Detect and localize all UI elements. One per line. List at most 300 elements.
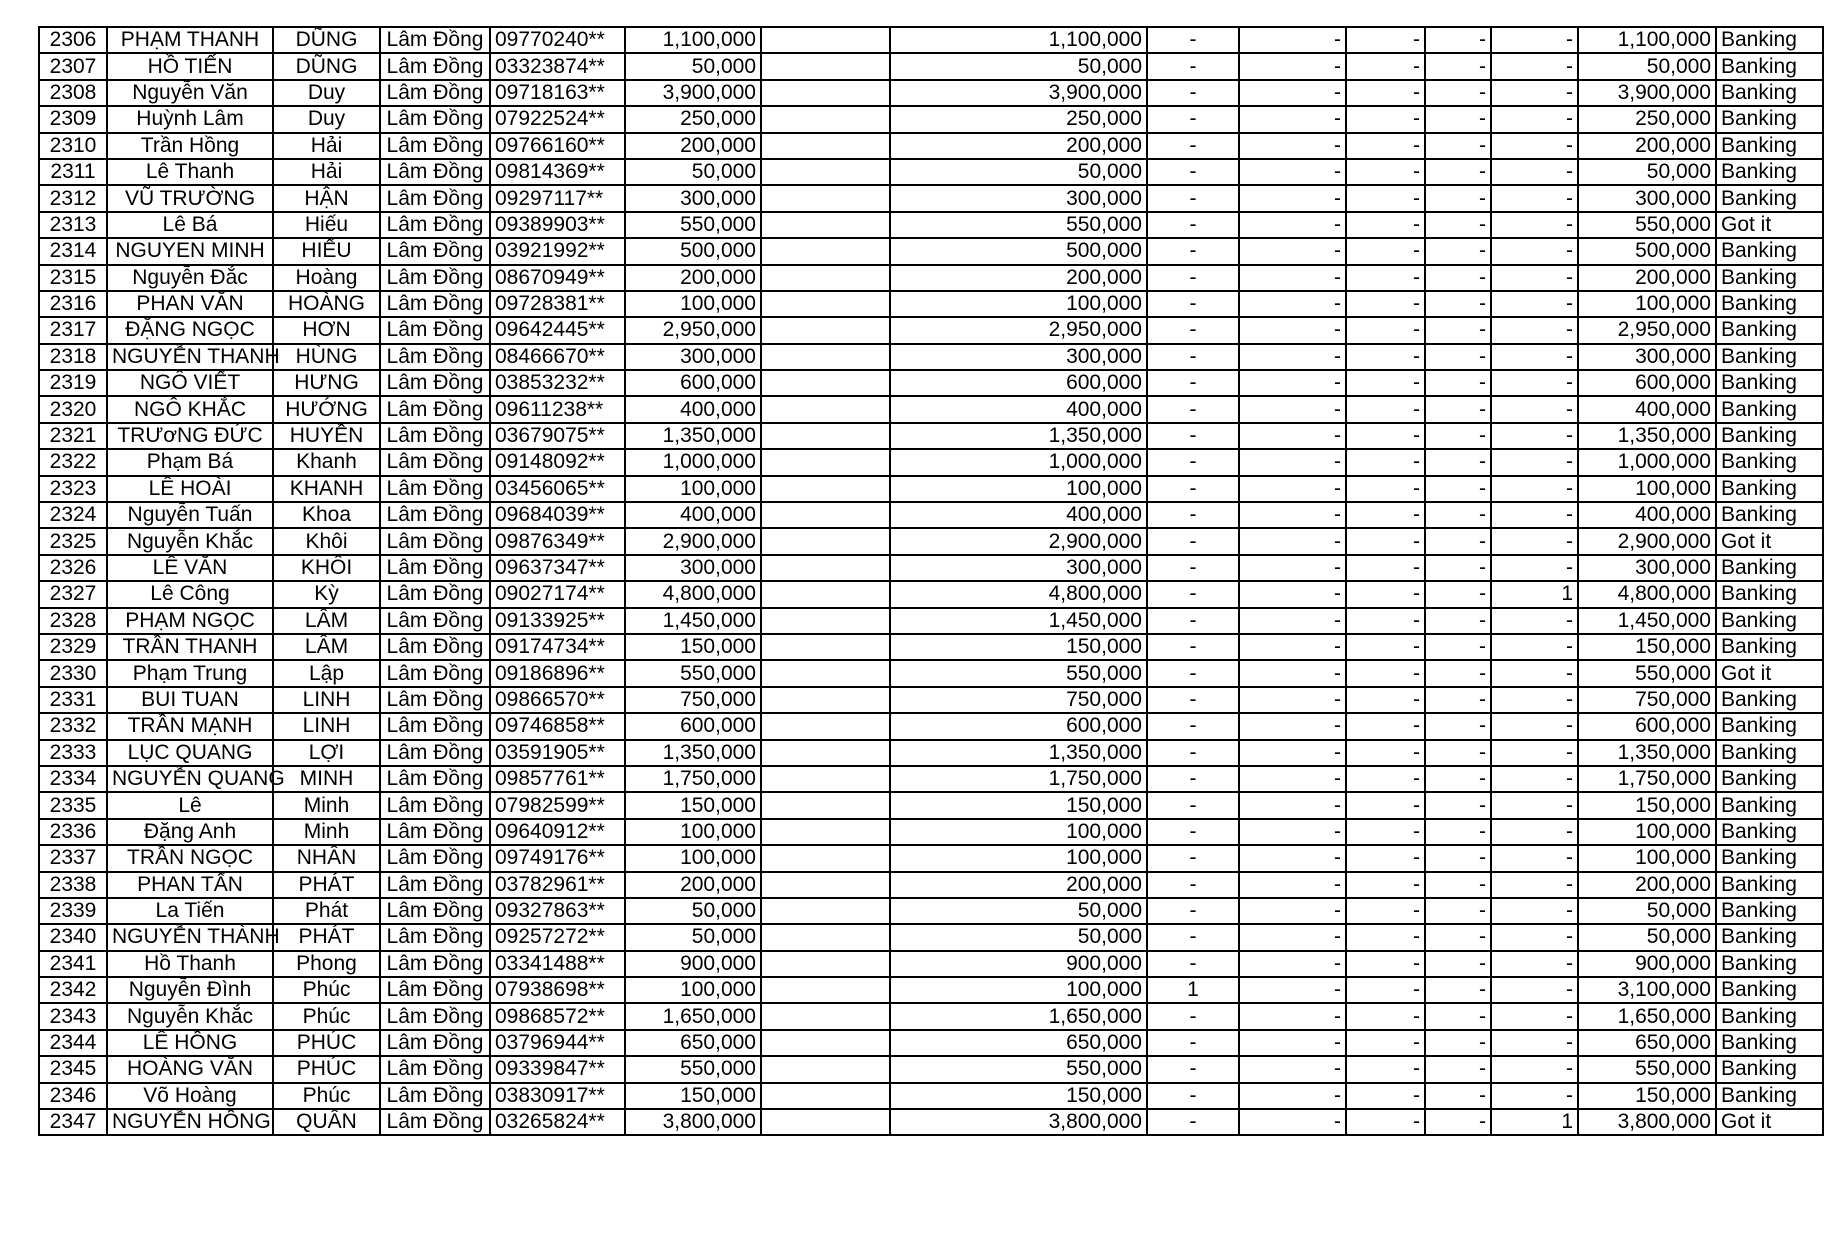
table-row xyxy=(39,238,1823,264)
cell-surname-given: NGÔ KHẮC xyxy=(107,396,273,422)
cell-row-number: 2338 xyxy=(39,872,107,898)
cell-flag-1: - xyxy=(1147,344,1239,370)
cell-phone: 08466670** xyxy=(490,344,625,370)
cell-amount: 300,000 xyxy=(625,344,761,370)
cell-surname-given: PHẠM NGỌC xyxy=(107,608,273,634)
cell-amount: 150,000 xyxy=(625,1083,761,1109)
table-row xyxy=(39,555,1823,581)
cell-flag-5: - xyxy=(1491,634,1578,660)
cell-phone: 09611238** xyxy=(490,396,625,422)
cell-amount: 50,000 xyxy=(625,898,761,924)
cell-method: Banking xyxy=(1716,291,1823,317)
cell-amount-confirmed: 200,000 xyxy=(890,872,1147,898)
cell-phone: 03679075** xyxy=(490,423,625,449)
cell-phone: 09766160** xyxy=(490,133,625,159)
cell-flag-4: - xyxy=(1425,106,1491,132)
cell-phone: 03853232** xyxy=(490,370,625,396)
cell-row-number: 2311 xyxy=(39,159,107,185)
cell-first-name: Minh xyxy=(273,792,380,818)
cell-flag-5: - xyxy=(1491,608,1578,634)
cell-amount-confirmed: 100,000 xyxy=(890,845,1147,871)
cell-province: Lâm Đồng xyxy=(380,185,490,211)
cell-method: Banking xyxy=(1716,1056,1823,1082)
cell-flag-2: - xyxy=(1239,423,1346,449)
cell-row-number: 2324 xyxy=(39,502,107,528)
cell-amount-confirmed: 200,000 xyxy=(890,133,1147,159)
cell-surname-given: Huỳnh Lâm xyxy=(107,106,273,132)
cell-surname-given: ĐẶNG NGỌC xyxy=(107,317,273,343)
cell-total: 300,000 xyxy=(1578,344,1716,370)
cell-method: Banking xyxy=(1716,581,1823,607)
cell-province: Lâm Đồng xyxy=(380,80,490,106)
cell-flag-1: - xyxy=(1147,1109,1239,1135)
cell-flag-5: - xyxy=(1491,185,1578,211)
cell-surname-given: Hồ Thanh xyxy=(107,951,273,977)
cell-first-name: Khanh xyxy=(273,449,380,475)
cell-method: Got it xyxy=(1716,1109,1823,1135)
cell-amount: 100,000 xyxy=(625,476,761,502)
cell-phone: 03921992** xyxy=(490,238,625,264)
cell-phone: 09876349** xyxy=(490,528,625,554)
cell-amount-confirmed: 300,000 xyxy=(890,185,1147,211)
cell-total: 50,000 xyxy=(1578,53,1716,79)
cell-total: 1,350,000 xyxy=(1578,423,1716,449)
cell-province: Lâm Đồng xyxy=(380,344,490,370)
cell-flag-5: - xyxy=(1491,1083,1578,1109)
table-row xyxy=(39,819,1823,845)
cell-amount-confirmed: 1,350,000 xyxy=(890,740,1147,766)
cell-method: Banking xyxy=(1716,317,1823,343)
cell-province: Lâm Đồng xyxy=(380,581,490,607)
cell-flag-3: - xyxy=(1346,924,1425,950)
table-row xyxy=(39,951,1823,977)
cell-flag-5: - xyxy=(1491,687,1578,713)
cell-method: Banking xyxy=(1716,555,1823,581)
cell-flag-5: 1 xyxy=(1491,1109,1578,1135)
cell-phone: 03323874** xyxy=(490,53,625,79)
cell-province: Lâm Đồng xyxy=(380,766,490,792)
cell-flag-1: - xyxy=(1147,766,1239,792)
cell-flag-3: - xyxy=(1346,502,1425,528)
cell-flag-4: - xyxy=(1425,370,1491,396)
cell-phone: 09027174** xyxy=(490,581,625,607)
cell-province: Lâm Đồng xyxy=(380,133,490,159)
cell-first-name: Kỳ xyxy=(273,581,380,607)
cell-row-number: 2333 xyxy=(39,740,107,766)
cell-total: 550,000 xyxy=(1578,660,1716,686)
cell-first-name: PHÚC xyxy=(273,1030,380,1056)
cell-method: Banking xyxy=(1716,106,1823,132)
cell-flag-4: - xyxy=(1425,1083,1491,1109)
cell-province: Lâm Đồng xyxy=(380,898,490,924)
cell-flag-4: - xyxy=(1425,1003,1491,1029)
cell-province: Lâm Đồng xyxy=(380,977,490,1003)
cell-surname-given: HOÀNG VĂN xyxy=(107,1056,273,1082)
cell-amount: 250,000 xyxy=(625,106,761,132)
cell-flag-1: - xyxy=(1147,898,1239,924)
cell-phone: 09868572** xyxy=(490,1003,625,1029)
cell-total: 650,000 xyxy=(1578,1030,1716,1056)
cell-first-name: DŨNG xyxy=(273,27,380,53)
cell-blank xyxy=(761,238,890,264)
cell-flag-5: - xyxy=(1491,977,1578,1003)
cell-method: Banking xyxy=(1716,423,1823,449)
cell-flag-4: - xyxy=(1425,133,1491,159)
cell-total: 600,000 xyxy=(1578,370,1716,396)
cell-flag-3: - xyxy=(1346,317,1425,343)
cell-flag-4: - xyxy=(1425,951,1491,977)
cell-flag-1: - xyxy=(1147,27,1239,53)
cell-flag-4: - xyxy=(1425,396,1491,422)
cell-method: Banking xyxy=(1716,845,1823,871)
cell-blank xyxy=(761,106,890,132)
cell-first-name: HOÀNG xyxy=(273,291,380,317)
cell-flag-2: - xyxy=(1239,80,1346,106)
cell-amount: 900,000 xyxy=(625,951,761,977)
cell-province: Lâm Đồng xyxy=(380,53,490,79)
cell-flag-1: - xyxy=(1147,106,1239,132)
cell-row-number: 2306 xyxy=(39,27,107,53)
cell-total: 150,000 xyxy=(1578,792,1716,818)
cell-first-name: Hải xyxy=(273,133,380,159)
cell-province: Lâm Đồng xyxy=(380,1109,490,1135)
cell-total: 200,000 xyxy=(1578,872,1716,898)
cell-phone: 09866570** xyxy=(490,687,625,713)
cell-phone: 09148092** xyxy=(490,449,625,475)
cell-row-number: 2326 xyxy=(39,555,107,581)
cell-province: Lâm Đồng xyxy=(380,845,490,871)
cell-row-number: 2332 xyxy=(39,713,107,739)
table-row xyxy=(39,1109,1823,1135)
cell-amount-confirmed: 1,650,000 xyxy=(890,1003,1147,1029)
cell-blank xyxy=(761,291,890,317)
cell-row-number: 2316 xyxy=(39,291,107,317)
cell-flag-5: - xyxy=(1491,845,1578,871)
cell-surname-given: VŨ TRƯỜNG xyxy=(107,185,273,211)
cell-first-name: Phúc xyxy=(273,1083,380,1109)
cell-flag-2: - xyxy=(1239,845,1346,871)
cell-flag-4: - xyxy=(1425,449,1491,475)
cell-flag-4: - xyxy=(1425,238,1491,264)
cell-total: 50,000 xyxy=(1578,159,1716,185)
table-row xyxy=(39,977,1823,1003)
cell-flag-1: - xyxy=(1147,713,1239,739)
cell-phone: 03591905** xyxy=(490,740,625,766)
cell-total: 200,000 xyxy=(1578,265,1716,291)
table-body xyxy=(39,27,1823,1135)
cell-phone: 09684039** xyxy=(490,502,625,528)
cell-method: Banking xyxy=(1716,898,1823,924)
table-row xyxy=(39,159,1823,185)
cell-surname-given: TRẦN NGỌC xyxy=(107,845,273,871)
cell-flag-4: - xyxy=(1425,581,1491,607)
cell-amount-confirmed: 100,000 xyxy=(890,476,1147,502)
cell-province: Lâm Đồng xyxy=(380,159,490,185)
cell-total: 550,000 xyxy=(1578,212,1716,238)
cell-row-number: 2318 xyxy=(39,344,107,370)
cell-province: Lâm Đồng xyxy=(380,291,490,317)
cell-flag-2: - xyxy=(1239,1109,1346,1135)
cell-row-number: 2307 xyxy=(39,53,107,79)
cell-flag-4: - xyxy=(1425,185,1491,211)
cell-surname-given: Phạm Trung xyxy=(107,660,273,686)
table-row xyxy=(39,265,1823,291)
cell-flag-1: - xyxy=(1147,502,1239,528)
cell-phone: 09718163** xyxy=(490,80,625,106)
cell-flag-3: - xyxy=(1346,766,1425,792)
cell-phone: 09640912** xyxy=(490,819,625,845)
cell-flag-2: - xyxy=(1239,872,1346,898)
cell-total: 1,000,000 xyxy=(1578,449,1716,475)
cell-surname-given: Nguyễn Khắc xyxy=(107,528,273,554)
cell-method: Banking xyxy=(1716,819,1823,845)
cell-blank xyxy=(761,528,890,554)
cell-flag-4: - xyxy=(1425,476,1491,502)
cell-flag-3: - xyxy=(1346,845,1425,871)
cell-province: Lâm Đồng xyxy=(380,212,490,238)
cell-phone: 09133925** xyxy=(490,608,625,634)
cell-flag-1: - xyxy=(1147,317,1239,343)
cell-amount: 600,000 xyxy=(625,713,761,739)
cell-phone: 03782961** xyxy=(490,872,625,898)
cell-flag-4: - xyxy=(1425,687,1491,713)
cell-amount-confirmed: 100,000 xyxy=(890,819,1147,845)
cell-province: Lâm Đồng xyxy=(380,660,490,686)
cell-flag-5: - xyxy=(1491,396,1578,422)
cell-flag-4: - xyxy=(1425,344,1491,370)
cell-province: Lâm Đồng xyxy=(380,1056,490,1082)
cell-phone: 07982599** xyxy=(490,792,625,818)
cell-amount: 150,000 xyxy=(625,634,761,660)
cell-row-number: 2313 xyxy=(39,212,107,238)
cell-flag-1: - xyxy=(1147,608,1239,634)
cell-amount-confirmed: 300,000 xyxy=(890,555,1147,581)
cell-flag-3: - xyxy=(1346,1030,1425,1056)
cell-surname-given: Lê xyxy=(107,792,273,818)
cell-amount: 1,750,000 xyxy=(625,766,761,792)
cell-flag-1: - xyxy=(1147,660,1239,686)
cell-surname-given: Trần Hồng xyxy=(107,133,273,159)
cell-total: 600,000 xyxy=(1578,713,1716,739)
cell-first-name: HƯỚNG xyxy=(273,396,380,422)
cell-flag-2: - xyxy=(1239,951,1346,977)
cell-surname-given: HỒ TIẾN xyxy=(107,53,273,79)
cell-flag-1: - xyxy=(1147,951,1239,977)
cell-first-name: Phát xyxy=(273,898,380,924)
cell-flag-3: - xyxy=(1346,423,1425,449)
cell-flag-2: - xyxy=(1239,898,1346,924)
cell-blank xyxy=(761,687,890,713)
cell-flag-4: - xyxy=(1425,713,1491,739)
cell-blank xyxy=(761,27,890,53)
cell-flag-2: - xyxy=(1239,528,1346,554)
cell-total: 300,000 xyxy=(1578,185,1716,211)
table-row xyxy=(39,608,1823,634)
cell-method: Banking xyxy=(1716,185,1823,211)
cell-amount-confirmed: 650,000 xyxy=(890,1030,1147,1056)
cell-flag-3: - xyxy=(1346,449,1425,475)
cell-flag-1: - xyxy=(1147,819,1239,845)
cell-flag-4: - xyxy=(1425,977,1491,1003)
cell-flag-5: - xyxy=(1491,819,1578,845)
cell-blank xyxy=(761,344,890,370)
cell-flag-2: - xyxy=(1239,133,1346,159)
cell-flag-5: - xyxy=(1491,133,1578,159)
cell-method: Banking xyxy=(1716,370,1823,396)
cell-amount-confirmed: 150,000 xyxy=(890,634,1147,660)
cell-row-number: 2321 xyxy=(39,423,107,449)
cell-blank xyxy=(761,792,890,818)
cell-flag-2: - xyxy=(1239,27,1346,53)
cell-flag-4: - xyxy=(1425,265,1491,291)
cell-flag-3: - xyxy=(1346,951,1425,977)
cell-amount-confirmed: 1,350,000 xyxy=(890,423,1147,449)
cell-flag-1: - xyxy=(1147,1003,1239,1029)
cell-total: 100,000 xyxy=(1578,845,1716,871)
cell-row-number: 2325 xyxy=(39,528,107,554)
cell-province: Lâm Đồng xyxy=(380,423,490,449)
cell-flag-1: - xyxy=(1147,238,1239,264)
cell-province: Lâm Đồng xyxy=(380,687,490,713)
cell-total: 3,800,000 xyxy=(1578,1109,1716,1135)
cell-total: 100,000 xyxy=(1578,291,1716,317)
cell-row-number: 2339 xyxy=(39,898,107,924)
cell-flag-5: - xyxy=(1491,1003,1578,1029)
cell-surname-given: Lê Thanh xyxy=(107,159,273,185)
cell-amount: 50,000 xyxy=(625,159,761,185)
cell-flag-2: - xyxy=(1239,687,1346,713)
cell-province: Lâm Đồng xyxy=(380,951,490,977)
cell-surname-given: PHAN VĂN xyxy=(107,291,273,317)
cell-flag-4: - xyxy=(1425,898,1491,924)
cell-total: 300,000 xyxy=(1578,555,1716,581)
cell-first-name: Duy xyxy=(273,80,380,106)
cell-flag-3: - xyxy=(1346,106,1425,132)
cell-flag-5: - xyxy=(1491,740,1578,766)
cell-flag-3: - xyxy=(1346,185,1425,211)
cell-flag-4: - xyxy=(1425,423,1491,449)
cell-surname-given: PHAN TẤN xyxy=(107,872,273,898)
cell-phone: 09637347** xyxy=(490,555,625,581)
cell-blank xyxy=(761,977,890,1003)
cell-method: Banking xyxy=(1716,27,1823,53)
cell-row-number: 2341 xyxy=(39,951,107,977)
cell-blank xyxy=(761,555,890,581)
cell-blank xyxy=(761,396,890,422)
cell-first-name: Hải xyxy=(273,159,380,185)
cell-amount-confirmed: 400,000 xyxy=(890,502,1147,528)
cell-flag-4: - xyxy=(1425,1056,1491,1082)
cell-first-name: HIẾU xyxy=(273,238,380,264)
cell-province: Lâm Đồng xyxy=(380,265,490,291)
cell-row-number: 2323 xyxy=(39,476,107,502)
cell-phone: 09297117** xyxy=(490,185,625,211)
cell-flag-2: - xyxy=(1239,53,1346,79)
cell-first-name: Minh xyxy=(273,819,380,845)
cell-flag-5: - xyxy=(1491,555,1578,581)
cell-flag-2: - xyxy=(1239,449,1346,475)
cell-flag-4: - xyxy=(1425,502,1491,528)
table-row xyxy=(39,1003,1823,1029)
cell-flag-4: - xyxy=(1425,53,1491,79)
cell-first-name: Duy xyxy=(273,106,380,132)
cell-surname-given: La Tiến xyxy=(107,898,273,924)
cell-flag-2: - xyxy=(1239,159,1346,185)
cell-flag-3: - xyxy=(1346,1083,1425,1109)
cell-first-name: HÙNG xyxy=(273,344,380,370)
cell-amount: 650,000 xyxy=(625,1030,761,1056)
table-row xyxy=(39,792,1823,818)
cell-amount-confirmed: 3,900,000 xyxy=(890,80,1147,106)
cell-flag-3: - xyxy=(1346,212,1425,238)
cell-total: 100,000 xyxy=(1578,476,1716,502)
cell-amount: 200,000 xyxy=(625,133,761,159)
cell-flag-3: - xyxy=(1346,265,1425,291)
cell-flag-3: - xyxy=(1346,291,1425,317)
cell-phone: 09339847** xyxy=(490,1056,625,1082)
table-row xyxy=(39,660,1823,686)
cell-blank xyxy=(761,476,890,502)
cell-amount: 200,000 xyxy=(625,265,761,291)
cell-flag-5: - xyxy=(1491,265,1578,291)
cell-row-number: 2334 xyxy=(39,766,107,792)
cell-flag-5: - xyxy=(1491,80,1578,106)
cell-surname-given: TRẦN MẠNH xyxy=(107,713,273,739)
cell-flag-4: - xyxy=(1425,80,1491,106)
cell-method: Banking xyxy=(1716,608,1823,634)
cell-flag-1: - xyxy=(1147,53,1239,79)
cell-flag-5: - xyxy=(1491,528,1578,554)
cell-flag-3: - xyxy=(1346,80,1425,106)
cell-flag-5: - xyxy=(1491,423,1578,449)
cell-flag-1: - xyxy=(1147,80,1239,106)
cell-total: 250,000 xyxy=(1578,106,1716,132)
cell-amount: 3,800,000 xyxy=(625,1109,761,1135)
cell-flag-3: - xyxy=(1346,555,1425,581)
cell-flag-3: - xyxy=(1346,608,1425,634)
cell-flag-1: - xyxy=(1147,212,1239,238)
table-row xyxy=(39,317,1823,343)
cell-amount-confirmed: 600,000 xyxy=(890,370,1147,396)
cell-flag-1: - xyxy=(1147,423,1239,449)
cell-flag-3: - xyxy=(1346,740,1425,766)
cell-flag-1: - xyxy=(1147,291,1239,317)
cell-flag-3: - xyxy=(1346,476,1425,502)
cell-first-name: LINH xyxy=(273,713,380,739)
table-row xyxy=(39,106,1823,132)
table-row xyxy=(39,713,1823,739)
table-row xyxy=(39,423,1823,449)
cell-blank xyxy=(761,212,890,238)
table-row xyxy=(39,924,1823,950)
cell-flag-1: - xyxy=(1147,528,1239,554)
cell-flag-3: - xyxy=(1346,1056,1425,1082)
cell-flag-5: - xyxy=(1491,951,1578,977)
cell-blank xyxy=(761,370,890,396)
cell-amount-confirmed: 1,450,000 xyxy=(890,608,1147,634)
cell-province: Lâm Đồng xyxy=(380,792,490,818)
cell-blank xyxy=(761,845,890,871)
cell-amount: 2,900,000 xyxy=(625,528,761,554)
cell-province: Lâm Đồng xyxy=(380,634,490,660)
cell-amount: 550,000 xyxy=(625,212,761,238)
cell-amount: 600,000 xyxy=(625,370,761,396)
cell-flag-5: - xyxy=(1491,291,1578,317)
cell-total: 150,000 xyxy=(1578,634,1716,660)
cell-flag-3: - xyxy=(1346,133,1425,159)
cell-amount-confirmed: 900,000 xyxy=(890,951,1147,977)
cell-amount-confirmed: 50,000 xyxy=(890,924,1147,950)
